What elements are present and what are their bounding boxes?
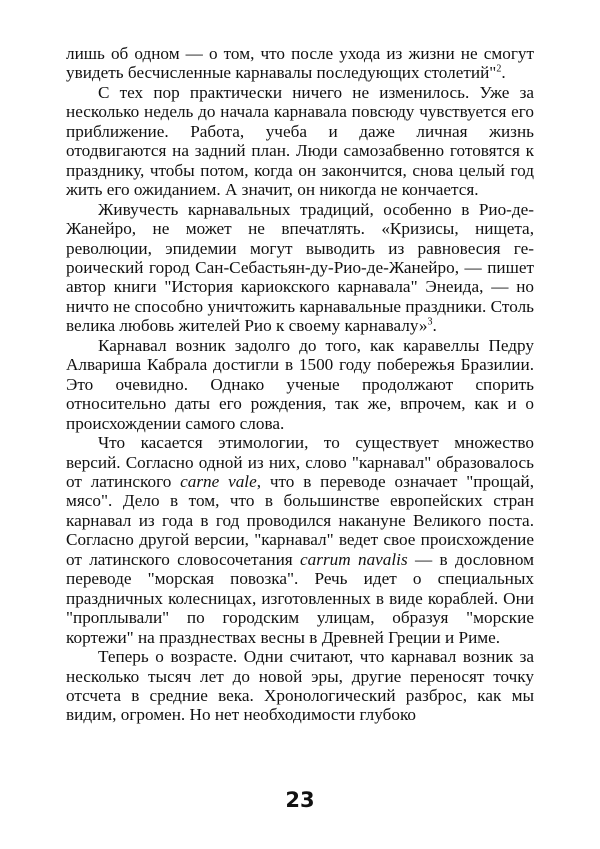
footnote-mark: 2 bbox=[496, 63, 502, 75]
paragraph bbox=[66, 336, 534, 433]
text-run: . bbox=[501, 63, 506, 83]
latin-term: carne vale bbox=[180, 471, 257, 491]
paragraph bbox=[66, 83, 534, 200]
text-run: Живучесть карнавальных традиций, особенно в Рио-де-Жанейро, не может не впечатлять. «Кризисы, нищета, революции, эпидемии могут выводить из равновесия героический город Сан-Себастьян-ду-Рио-де-Жанейро, — пишет автор книги "История кариокского карнавала" Энеида, — но ничто не способно уничтожить карнавальные праздники. Столь велика любовь жителей Рио к своему карнавалу» bbox=[66, 199, 534, 336]
text-run: , что в переводе означает "прощай, мясо". Дело в том, что в большинстве европейских стран карнавал из года в год проводился накануне Великого поста. Согласно другой версии, "карнавал" ведет свое происхождение от латинского словосочетания bbox=[66, 471, 534, 569]
page-number: 23 bbox=[285, 788, 315, 812]
paragraph bbox=[66, 647, 534, 725]
text-run: Карнавал возник задолго до того, как каравеллы Педру Алвариша Кабрала достигли в 1500 году побережья Бразилии. Это очевидно. Однако ученые продолжают спорить относительно даты его рождения, так же, впрочем, как и о происхождении самого слова. bbox=[66, 335, 534, 433]
text-run: С тех пор практически ничего не изменилось. Уже за несколько недель до начала карнавала повсюду чувствуется его приближение. Работа, учеба и даже личная жизнь отодвигаются на задний план. Люди самозабвенно готовятся к празднику, чтобы потом, когда он закончится, снова целый год жить его ожиданием. А значит, он никогда не кончается. bbox=[66, 82, 534, 200]
footnote-mark: 3 bbox=[427, 316, 433, 328]
paragraph bbox=[66, 44, 534, 83]
latin-term: carrum navalis bbox=[300, 549, 408, 569]
main-text bbox=[66, 44, 534, 725]
paragraph bbox=[66, 200, 534, 336]
text-run: . bbox=[432, 316, 437, 336]
paragraph bbox=[66, 433, 534, 647]
text-run: Что касается этимологии, то существует множество версий. Согласно одной из них, слово "карнавал" образовалось от латинского bbox=[66, 433, 534, 491]
text-run: — в дословном переводе "морская повозка". Речь идет о специальных праздничных колесницах, изготовленных в виде кораблей. Они "проплывали" по городским улицам, образуя "морские кортежи" на празднествах весны в Древней Греции и Риме. bbox=[66, 549, 535, 647]
text-run: Теперь о возрасте. Одни считают, что карнавал возник за несколько тысяч лет до новой эры, другие переносят точку отсчета в средние века. Хронологический разброс, как мы видим, огромен. Но нет необходимости глубоко bbox=[66, 647, 534, 725]
text-run: лишь об одном — о том, что после ухода из жизни не смогут увидеть бесчисленные карнавалы последующих столетий" bbox=[66, 44, 534, 83]
